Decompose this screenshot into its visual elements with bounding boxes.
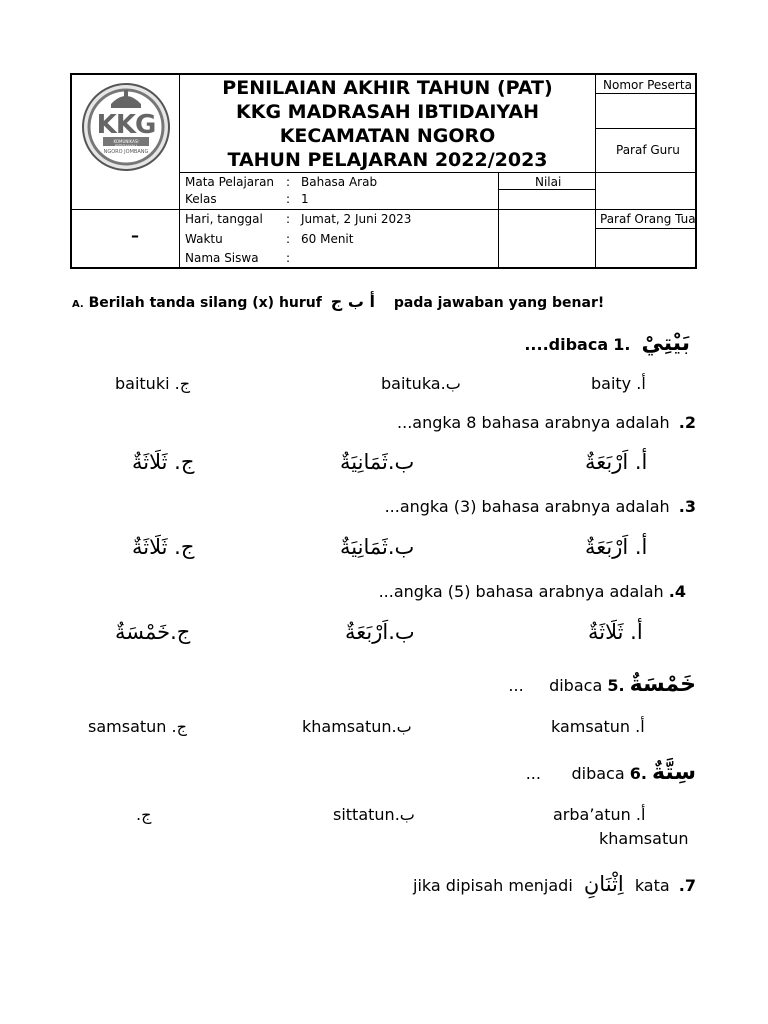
question-7	[413, 872, 696, 896]
divider	[596, 209, 696, 210]
option-c[interactable]: ج.خَمْسَةٌ	[115, 620, 191, 644]
field-sep: :	[286, 251, 291, 265]
nilai-label: Nilai	[535, 175, 562, 189]
divider	[596, 228, 696, 229]
option-c[interactable]: ج. ثَلَاثَةٌ	[132, 450, 195, 474]
question-text: ... dibaca	[508, 676, 603, 695]
nomor-peserta-label: Nomor Peserta	[603, 78, 692, 92]
option-b[interactable]: ب.ثَمَانِيَةٌ	[340, 535, 415, 559]
option-b[interactable]: sittatun.ب	[333, 805, 415, 824]
question-text-before: jika dipisah menjadi	[413, 876, 573, 895]
field-label-subject: Mata Pelajaran	[185, 175, 275, 189]
question-number: .5	[607, 676, 625, 695]
field-label-class: Kelas	[185, 192, 217, 206]
kkg-logo	[81, 82, 171, 172]
field-value-time: 60 Menit	[301, 232, 354, 246]
instruction-text: Berilah tanda silang (x) huruf	[88, 295, 322, 311]
logo-subtext: KOMUNIKASI IBTIDAIYAH	[113, 139, 139, 149]
option-b[interactable]: ب.اَرْبَعَةٌ	[345, 620, 415, 644]
option-c[interactable]: samsatun .ج	[88, 717, 187, 736]
logo-text: KKG	[96, 110, 156, 140]
divider	[180, 172, 596, 173]
question-4	[379, 582, 686, 601]
option-a[interactable]: baity .أ	[591, 374, 646, 393]
question-number: .1	[613, 335, 631, 354]
option-a[interactable]: أ. اَرْبَعَةٌ	[585, 535, 648, 559]
field-sep: :	[286, 192, 291, 206]
divider	[596, 172, 696, 173]
option-c[interactable]: baituki .ج	[115, 374, 191, 393]
instruction-letters: أ ب ج	[330, 292, 375, 311]
question-1	[524, 331, 696, 356]
question-text: ...angka 8 bahasa arabnya adalah	[397, 413, 670, 432]
option-a[interactable]: أ. اَرْبَعَةٌ	[585, 450, 648, 474]
dash-mark: –	[131, 226, 139, 245]
divider	[595, 74, 596, 268]
option-b[interactable]: baituka.ب	[381, 374, 461, 393]
option-c[interactable]: .ج	[136, 805, 152, 824]
question-2	[397, 413, 696, 432]
question-6	[526, 760, 696, 785]
title-line-2: KKG MADRASAH IBTIDAIYAH	[236, 101, 539, 123]
field-label-name: Nama Siswa	[185, 251, 259, 265]
title-line-3: KECAMATAN NGORO	[279, 125, 496, 147]
question-number: .7	[678, 876, 696, 895]
question-text-after: kata	[634, 876, 670, 895]
question-3	[385, 497, 696, 516]
section-prefix: A.	[72, 299, 84, 310]
question-number: .4	[668, 582, 686, 601]
field-label-date: Hari, tanggal	[185, 212, 263, 226]
option-c[interactable]: ج. ثَلَاثَةٌ	[132, 535, 195, 559]
question-number: .2	[678, 413, 696, 432]
option-b[interactable]: khamsatun.ب	[302, 717, 412, 736]
option-a[interactable]: kamsatun .أ	[551, 717, 645, 736]
logo-location: NGORO JOMBANG	[103, 149, 149, 155]
option-b[interactable]: ب.ثَمَانِيَةٌ	[340, 450, 415, 474]
divider	[71, 209, 596, 210]
instruction-suffix: pada jawaban yang benar!	[393, 295, 605, 311]
field-sep: :	[286, 212, 291, 226]
question-arabic: اِثْنَانِ	[583, 872, 624, 896]
question-text: ....dibaca	[524, 335, 609, 354]
paraf-orang-tua-label: Paraf Orang Tua	[600, 212, 696, 226]
field-sep: :	[286, 232, 291, 246]
divider	[498, 172, 499, 268]
option-a-continued: khamsatun	[599, 829, 689, 848]
question-arabic: بَيْتِيْ	[641, 331, 690, 356]
question-text: ...angka (5) bahasa arabnya adalah	[378, 582, 664, 601]
divider	[499, 189, 596, 190]
option-a[interactable]: أ. ثَلَاثَةٌ	[588, 620, 643, 644]
field-value-date: Jumat, 2 Juni 2023	[301, 212, 412, 226]
question-number: .3	[678, 497, 696, 516]
question-text: ...angka (3) bahasa arabnya adalah	[384, 497, 670, 516]
title-line-4: TAHUN PELAJARAN 2022/2023	[227, 149, 548, 171]
question-5	[508, 672, 696, 697]
field-value-class: 1	[301, 192, 309, 206]
divider	[596, 93, 696, 94]
title-line-1: PENILAIAN AKHIR TAHUN (PAT)	[222, 77, 553, 99]
divider	[596, 128, 696, 129]
paraf-guru-label: Paraf Guru	[616, 143, 680, 157]
field-value-subject: Bahasa Arab	[301, 175, 378, 189]
field-sep: :	[286, 175, 291, 189]
option-a[interactable]: arba’atun .أ	[553, 805, 646, 824]
question-text: ... dibaca	[525, 764, 625, 783]
question-arabic: خَمْسَةٌ	[629, 672, 696, 697]
field-label-time: Waktu	[185, 232, 223, 246]
question-number: .6	[629, 764, 647, 783]
question-arabic: سِتَّةٌ	[652, 760, 696, 785]
section-instruction	[72, 292, 604, 311]
